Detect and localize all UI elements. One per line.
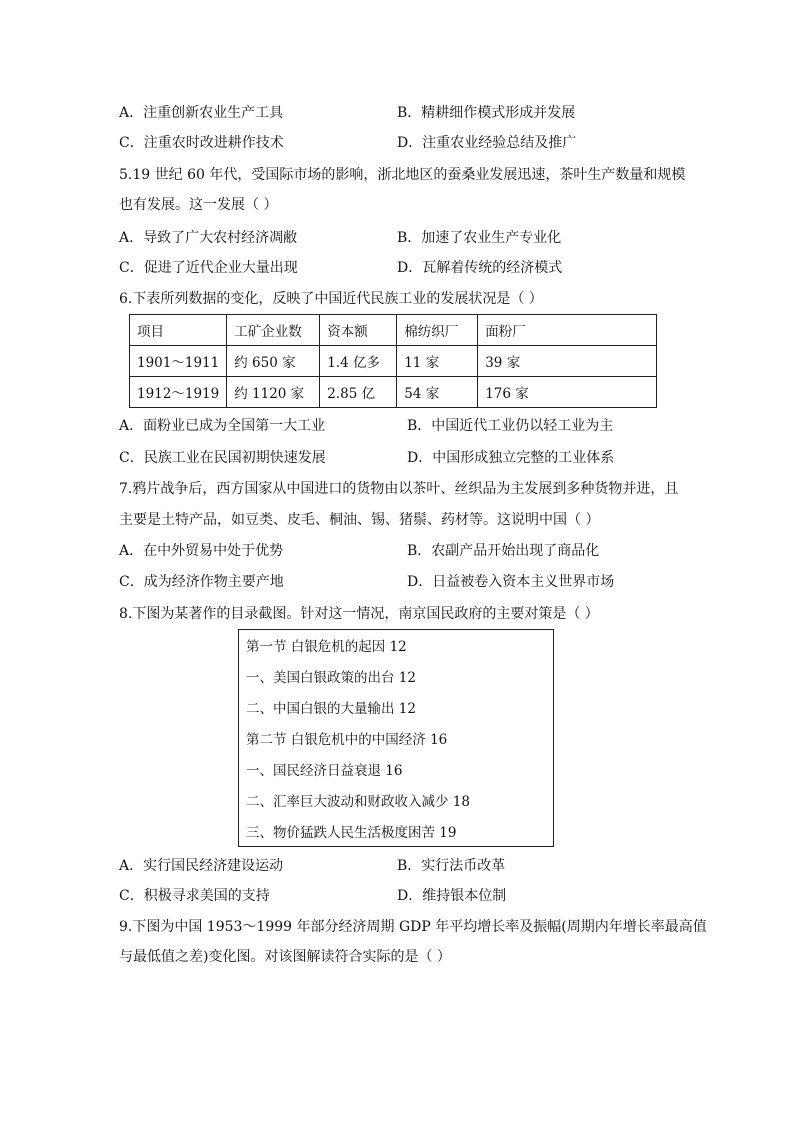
q5-stem-line1: 5.19 世纪 60 年代，受国际市场的影响，浙北地区的蚕桑业发展迅速，茶叶生产数量和规模 [119,167,686,183]
q6-option-d: D．中国形成独立完整的工业体系 [407,450,615,466]
toc-entry: 二、中国白银的大量输出 12 [246,701,416,717]
q5-option-a: A．导致了广大农村经济凋敝 [119,230,298,246]
table-cell: 2.85 亿 [320,377,397,408]
q6-option-b: B．中国近代工业仍以轻工业为主 [407,418,614,434]
table-row [130,346,657,377]
q6-option-a: A．面粉业已成为全国第一大工业 [119,418,326,434]
toc-entry: 一、美国白银政策的出台 12 [246,670,416,686]
q7-option-d: D．日益被卷入资本主义世界市场 [407,574,615,590]
q8-stem: 8.下图为某著作的目录截图。针对这一情况，南京国民政府的主要对策是（ ） [119,606,599,622]
table-header-cell: 面粉厂 [478,315,657,346]
q5-option-b: B．加速了农业生产专业化 [397,230,562,246]
q8-option-c: C．积极寻求美国的支持 [119,888,270,904]
table-row [130,377,657,408]
table-header-row [130,315,657,346]
table-cell: 176 家 [478,377,657,408]
table-cell: 约 1120 家 [227,377,320,408]
q9-stem-line2: 与最低值之差)变化图。对该图解读符合实际的是（ ） [119,949,451,965]
toc-entry: 一、国民经济日益衰退 16 [246,763,403,779]
table-header-cell: 工矿企业数 [227,315,320,346]
q4-option-a: A．注重创新农业生产工具 [119,105,284,121]
toc-entry: 第二节 白银危机中的中国经济 16 [246,732,448,748]
q7-option-c: C．成为经济作物主要产地 [119,574,284,590]
table-cell: 11 家 [397,346,478,377]
q4-option-c: C．注重农时改进耕作技术 [119,135,284,151]
q8-option-b: B．实行法币改革 [397,858,506,874]
q8-option-d: D．维持银本位制 [397,888,507,904]
q8-option-a: A．实行国民经济建设运动 [119,858,284,874]
book-table-of-contents [238,629,554,847]
table-cell: 约 650 家 [227,346,320,377]
q5-option-c: C．促进了近代企业大量出现 [119,260,298,276]
q4-option-b: B．精耕细作模式形成并发展 [397,105,576,121]
table-cell: 54 家 [397,377,478,408]
q7-option-b: B．农副产品开始出现了商品化 [407,543,600,559]
q7-option-a: A．在中外贸易中处于优势 [119,543,284,559]
q5-stem-line2: 也有发展。这一发展（ ） [119,197,278,213]
table-header-cell: 棉纺织厂 [397,315,478,346]
toc-entry: 三、物价猛跌人民生活极度困苦 19 [246,825,457,841]
table-header-cell: 项目 [130,315,227,346]
table-header-cell: 资本额 [320,315,397,346]
table-cell: 1901～1911 [130,346,227,377]
q4-option-d: D．注重农业经验总结及推广 [397,135,577,151]
q5-option-d: D．瓦解着传统的经济模式 [397,260,563,276]
table-cell: 1912～1919 [130,377,227,408]
q7-stem-line2: 主要是土特产品，如豆类、皮毛、桐油、锡、猪鬃、药材等。这说明中国（ ） [119,512,600,528]
industry-data-table [129,314,657,408]
q7-stem-line1: 7.鸦片战争后，西方国家从中国进口的货物由以茶叶、丝织品为主发展到多种货物并进，且 [119,481,679,497]
table-cell: 39 家 [478,346,657,377]
q6-stem: 6.下表所列数据的变化，反映了中国近代民族工业的发展状况是（ ） [119,291,543,307]
toc-entry: 第一节 白银危机的起因 12 [246,639,407,655]
table-cell: 1.4 亿多 [320,346,397,377]
toc-entry: 二、汇率巨大波动和财政收入减少 18 [246,794,470,810]
q9-stem-line1: 9.下图为中国 1953～1999 年部分经济周期 GDP 年平均增长率及振幅(周期内年增长率最高值 [119,919,707,935]
q6-option-c: C．民族工业在民国初期快速发展 [119,450,326,466]
